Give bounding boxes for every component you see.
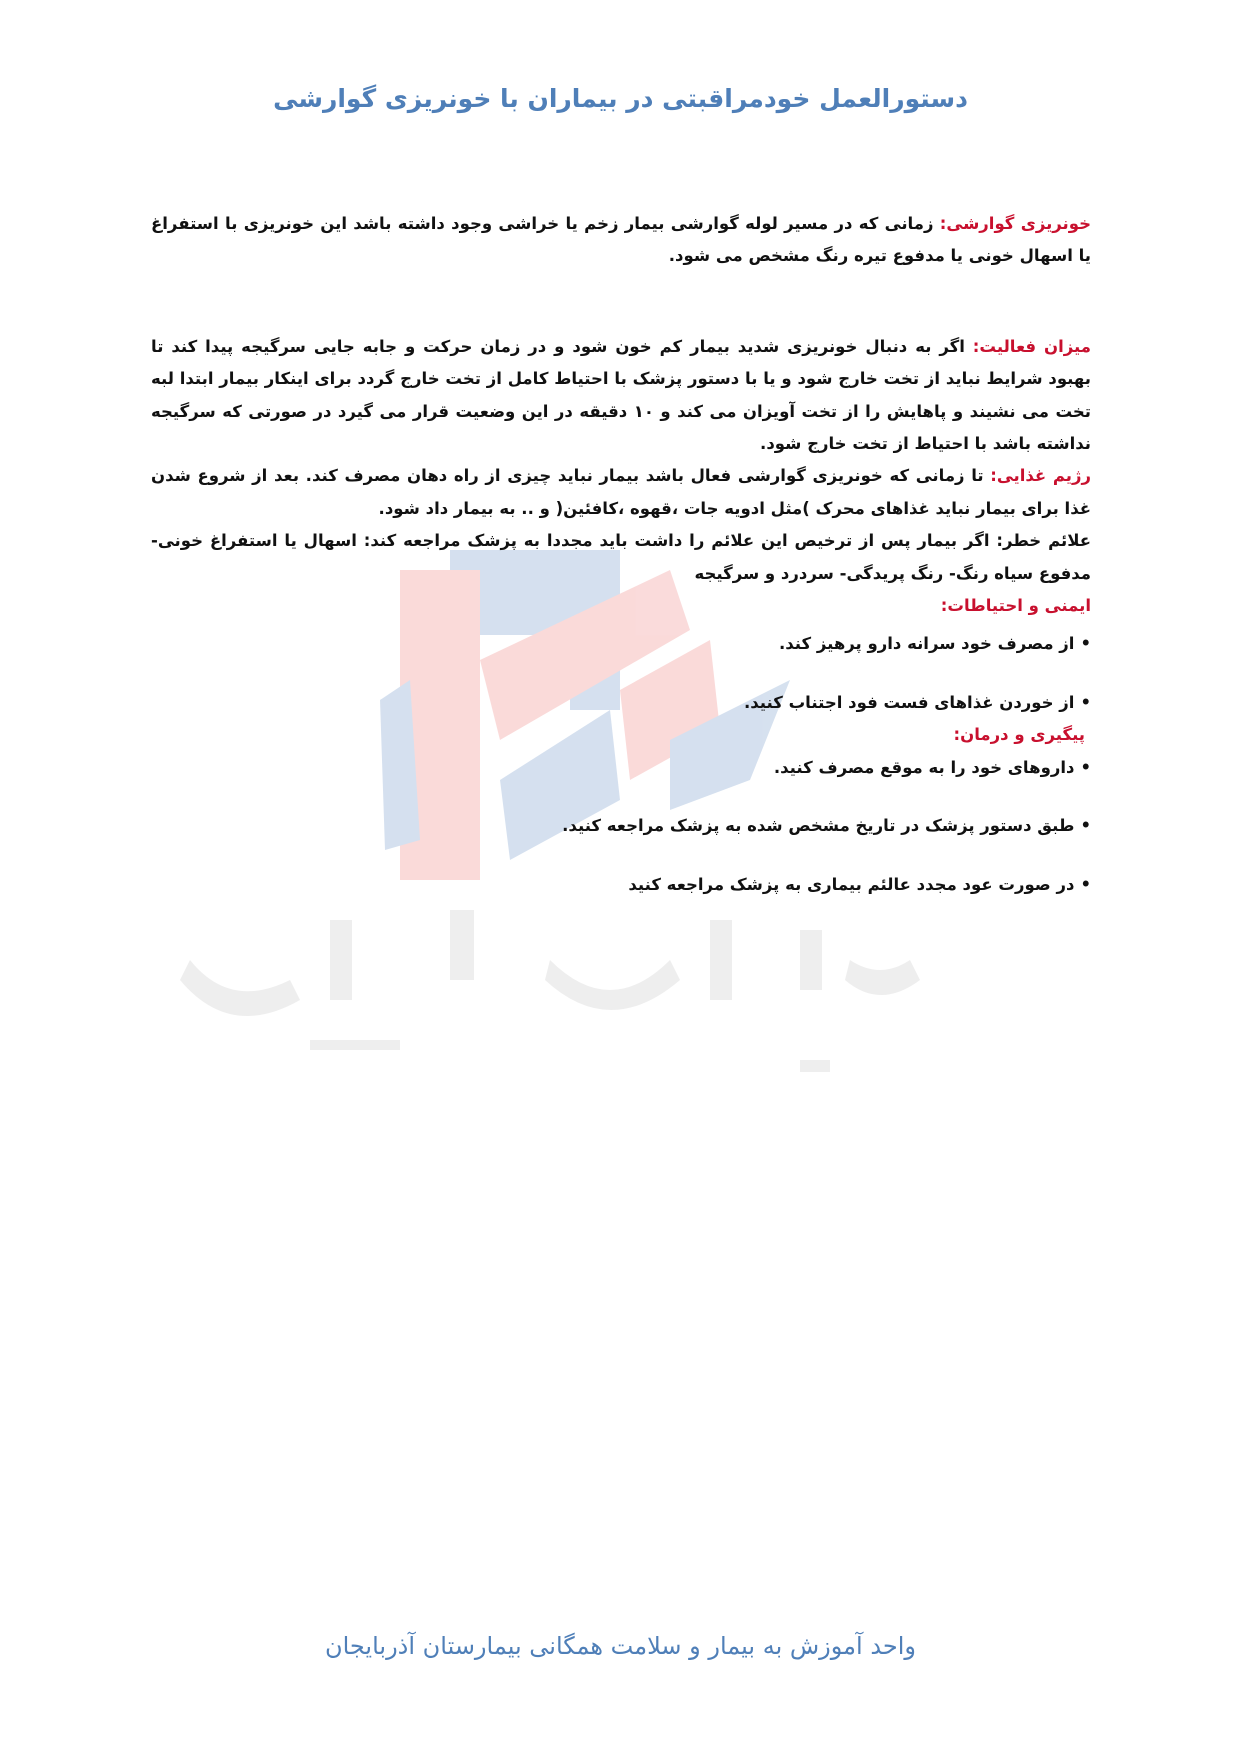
diet-text: تا زمانی که خونریزی گوارشی فعال باشد بیمار نباید چیزی از راه دهان مصرف کند. بعد از شروع شدن غذا برای بیمار نباید غذاهای محرک )مثل ادویه جات ،قهوه ،کافئین( و .. به بیمار داد شود. bbox=[151, 466, 1091, 518]
activity-text: اگر به دنبال خونریزی شدید بیمار کم خون شود و در زمان حرکت و جابه جایی سرگیجه پیدا کند تا بهبود شرایط نباید از تخت خارج شود و یا با دستور پزشک با احتیاط کامل از تخت خارج گردد برای اینکار بیمار ابتدا لبه تخت می نشیند و پاهایش را از تخت آویزان می کند و ۱۰ دقیقه در این وضعیت قرار می گیرد در صورتی که سرگیجه نداشته باشد با احتیاط از تخت خارج شود. bbox=[151, 336, 1091, 454]
bullet-icon: • bbox=[1080, 692, 1091, 712]
list-item-text: در صورت عود مجدد عالئم بیماری به پزشک مراجعه کنید bbox=[628, 874, 1075, 894]
bullet-icon: • bbox=[1080, 874, 1091, 894]
list-item bbox=[151, 628, 1091, 660]
safety-list bbox=[151, 628, 1091, 719]
list-item bbox=[151, 752, 1091, 784]
page-footer: واحد آموزش به بیمار و سلامت همگانی بیمارستان آذربایجان bbox=[324, 1632, 917, 1660]
bullet-icon: • bbox=[1080, 757, 1091, 777]
list-item-text: از مصرف خود سرانه دارو پرهیز کند. bbox=[778, 634, 1075, 654]
bullet-icon: • bbox=[1080, 634, 1091, 654]
bleeding-paragraph bbox=[151, 208, 1091, 273]
warning-paragraph: علائم خطر: اگر بیمار پس از ترخیص این علائم را داشت باید مجددا به پزشک مراجعه کند: اسهال یا استفراغ خونی- مدفوع سیاه رنگ- رنگ پریدگی- سردرد و سرگیجه bbox=[151, 531, 1091, 583]
diet-paragraph bbox=[151, 460, 1091, 525]
safety-heading: ایمنی و احتیاطات: bbox=[940, 596, 1091, 616]
activity-paragraph bbox=[151, 331, 1091, 461]
bleeding-label: خونریزی گوارشی: bbox=[939, 214, 1091, 233]
list-item-text: داروهای خود را به موقع مصرف کنید. bbox=[773, 757, 1075, 777]
followup-list bbox=[151, 752, 1091, 901]
bleeding-text: زمانی که در مسیر لوله گوارشی بیمار زخم یا خراشی وجود داشته باشد این خونریزی با استفراغ یا اسهال خونی یا مدفوع تیره رنگ مشخص می شود. bbox=[151, 214, 1091, 266]
list-item-text: از خوردن غذاهای فست فود اجتناب کنید. bbox=[743, 692, 1075, 712]
followup-heading: پیگیری و درمان: bbox=[953, 725, 1085, 745]
list-item bbox=[151, 810, 1091, 842]
list-item bbox=[151, 687, 1091, 719]
diet-label: رژیم غذایی: bbox=[990, 466, 1091, 486]
page-title: دستورالعمل خودمراقبتی در بیماران با خونریزی گوارشی bbox=[273, 84, 968, 113]
document-body bbox=[151, 208, 1091, 901]
list-item-text: طبق دستور پزشک در تاریخ مشخص شده به پزشک مراجعه کنید. bbox=[562, 816, 1075, 836]
list-item bbox=[151, 869, 1091, 901]
spacer bbox=[151, 273, 1091, 331]
activity-label: میزان فعالیت: bbox=[972, 336, 1091, 356]
bullet-icon: • bbox=[1080, 816, 1091, 836]
